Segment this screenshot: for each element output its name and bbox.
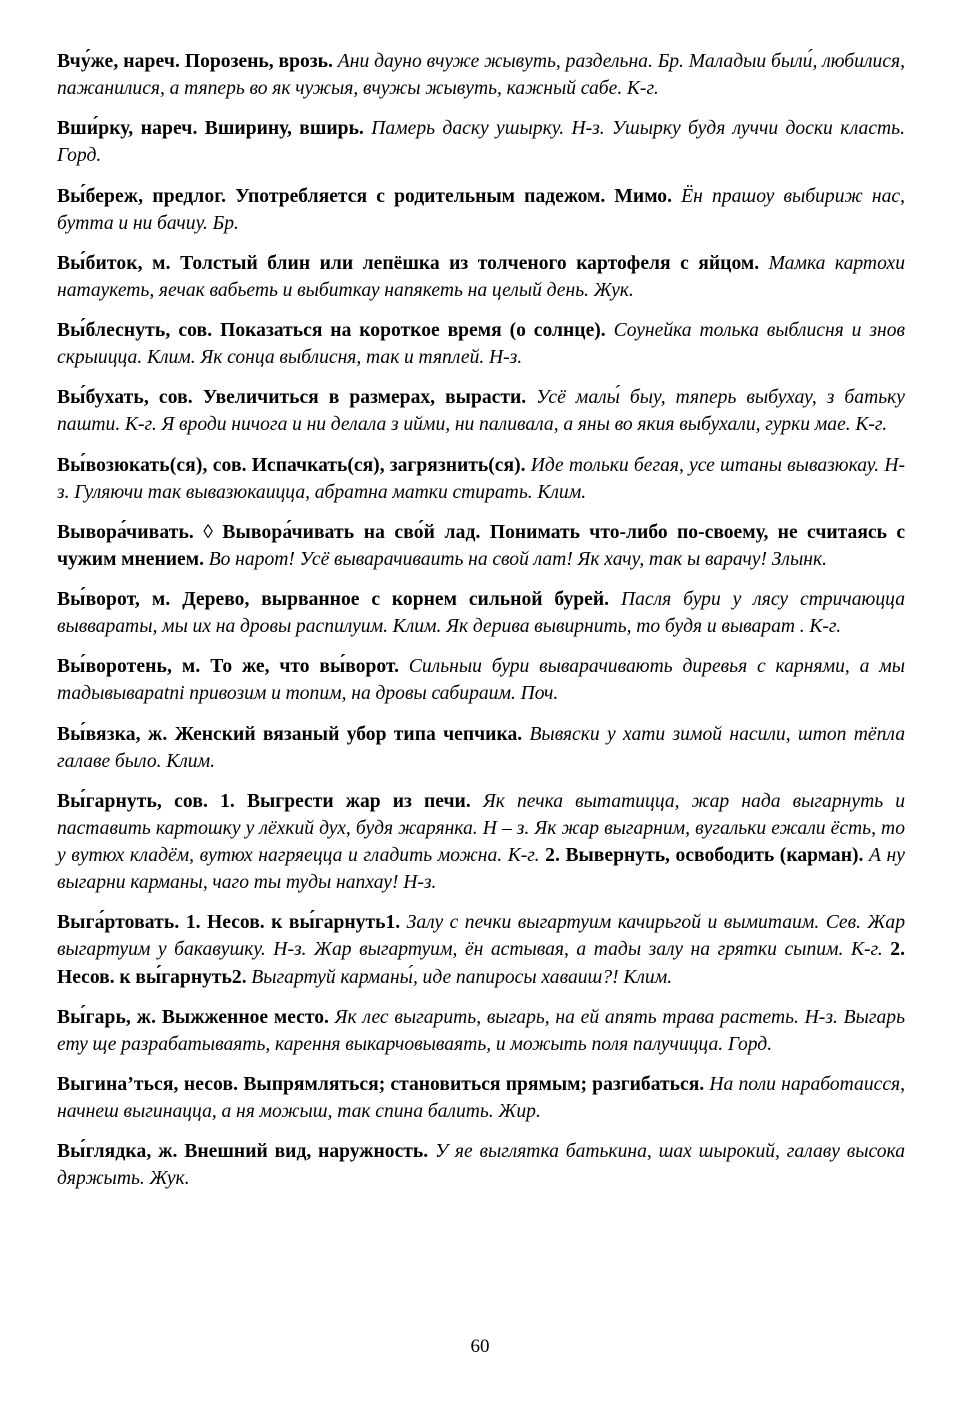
sense-definition: Выгрести жар из печи. <box>246 790 471 812</box>
sense-definition: Вывернуть, освободить (карман). <box>565 845 864 866</box>
entry-definition: Выпрямляться; становиться прямым; разгибаться. <box>243 1073 705 1095</box>
entry-examples: Мамка картохи натаукеть, яечак вабьеть и выбиткау напякеть на целый день. Жук. <box>57 252 905 301</box>
dictionary-entry <box>57 115 905 169</box>
dictionary-entry <box>57 721 905 775</box>
entry-examples: Сильныи бури выварачивають диревья с карнями, а мы тадывыварatni привозим и топим, на дровы сабираим. Поч. <box>57 656 905 705</box>
entry-examples: Вывяски у хати зимой насили, штоп тёпла галаве было. Клим. <box>57 723 905 772</box>
entry-examples: Иде тольки бегая, усе штаны вывазюкау. Н-з. Гуляючи так вывазюкаицца, абратна матки стирать. Клим. <box>57 454 905 503</box>
entry-examples: Ани дауно вчуже жывуть, раздельна. Бр. Маладыи были́, любилися, пажанилися, а тяперь во як чужыя, вчужы жывуть, кажный сабе. К-г. <box>57 51 906 100</box>
dictionary-entry <box>57 317 905 371</box>
entry-definition: Толстый блин или лепёшка из толченого картофеля с яйцом. <box>180 252 760 274</box>
dictionary-entry <box>57 1004 905 1058</box>
dictionary-entry <box>57 48 905 102</box>
dictionary-entry <box>57 183 905 237</box>
entry-headword: Вывора́чивать. <box>57 521 194 543</box>
entry-headword: Вы́биток, м. <box>57 252 171 274</box>
sense-definition: Несов. к вы́гарнуть1. <box>207 912 401 934</box>
entry-examples: У яе выглятка батькина, шах шырокий, галаву высока дяржыть. Жук. <box>57 1141 905 1190</box>
entry-examples: Памерь даску ушырку. Н-з. Ушырку будя луччи доски класть. Горд. <box>57 118 905 167</box>
entry-definition: Порозень, врозь. <box>184 51 333 72</box>
entry-headword: Вчу́же, нареч. <box>57 51 180 72</box>
entry-headword: Вы́вязка, ж. <box>57 723 168 745</box>
dictionary-entry <box>57 250 905 304</box>
entry-headword: Вы́блеснуть, сов. <box>57 320 213 341</box>
sense-definition: Несов. к вы́гарнуть2. <box>57 966 247 988</box>
sense-number: 2. <box>545 845 560 866</box>
entry-definition: Употребляется с родительным падежом. Мимо. <box>235 185 672 207</box>
page-number: 60 <box>470 1336 490 1357</box>
entry-definition: Показаться на короткое время (о солнце). <box>220 320 606 341</box>
entry-examples: Во нарот! Усё выварачиваить на свой лат! Як хачу, так ы варачу! Злынк. <box>208 548 828 570</box>
entry-definition: Выжженное место. <box>161 1006 329 1028</box>
entry-headword: Вы́глядка, ж. <box>57 1141 178 1163</box>
dictionary-entry <box>57 1138 905 1192</box>
entry-definition: Внешний вид, наружность. <box>184 1141 429 1163</box>
entry-examples: Пасля бури у лясу стричаюцца выввараты, мы их на дровы распилуим. Клим. Як дерива вывирнить, то будя и выварат . К-г. <box>57 589 905 638</box>
lozenge-icon: ◊ <box>203 521 213 543</box>
entry-headword: Вы́гарь, ж. <box>57 1006 157 1028</box>
entry-definition: Вширину, вширь. <box>204 118 364 140</box>
entry-definition: Увеличиться в размерах, вырасти. <box>202 387 527 409</box>
dictionary-entry <box>57 1071 905 1125</box>
entry-examples: Ён прашоу выбириж нас, бутта и ни бачиу. Бр. <box>57 185 905 234</box>
sense-number: 1. <box>185 912 201 934</box>
page-text-body <box>57 48 905 1192</box>
entry-headword: Вы́возюкать(ся), сов. <box>57 454 247 476</box>
sense-examples: А ну выгарни карманы, чаго ты туды напхау! Н-з. <box>57 845 905 894</box>
dictionary-entry <box>57 384 905 438</box>
dictionary-entry <box>57 586 905 640</box>
entry-examples: Як лес выгарить, выгарь, на ей апять трава растеть. Н-з. Выгарь ету ще разрабатываять, карення выкарчовываять, и можыть поля палучицца. Горд. <box>57 1006 906 1055</box>
entry-examples: Усё малы́ быу, тяперь выбухау, з батьку пашти. К-г. Я вроди ничога и ни делала з ийми, ни паливала, а яны во якия выбухали, гурки мае. К-г. <box>57 387 905 436</box>
entry-examples: Соунейка толька выблисня и знов скрыицца. Клим. Як сонца выблисня, так и тяплей. Н-з. <box>57 320 906 369</box>
entry-phrase: Вывора́чивать на сво́й лад. <box>222 521 481 543</box>
dictionary-entry <box>57 519 905 573</box>
sense-number: 2. <box>890 939 905 961</box>
sense-examples: Залу с печки выгартуим качирьгой и вымитаим. Сев. Жар выгартуим у бакавушку. Н-з. Жар выгартуим, ён астывая, а тады залу на грятки сыпим. К-г. <box>57 912 906 961</box>
dictionary-entry <box>57 909 905 990</box>
entry-headword: Выгина’ться, несов. <box>57 1073 239 1095</box>
entry-definition: Понимать что-либо по-своему, не считаясь с чужим мнением. <box>57 521 906 570</box>
entry-examples: На поли наработаисся, начнеш выгинацца, а ня можыш, так спина балить. Жир. <box>57 1073 906 1122</box>
sense-examples: Як печка вытатицца, жар нада выгарнуть и паставить картошку у лёхкий дух, будя жарянка. Н – з. Як жар выгарним, вугальки ежали ёсть, то у вутюх кладём, вутюх нагряецца и гладить можна. К-г. <box>57 790 906 866</box>
entry-headword: Вы́воротень, м. <box>57 656 201 678</box>
entry-headword: Вы́береж, предлог. <box>57 185 227 207</box>
entry-headword: Выга́ртовать. <box>57 912 180 934</box>
dictionary-entry <box>57 452 905 506</box>
entry-definition: То же, что вы́ворот. <box>210 656 399 678</box>
entry-headword: Вы́бухать, сов. <box>57 387 193 409</box>
sense-examples: Выгартуй карманы́, иде папиросы хаваиш?! Клим. <box>251 966 673 988</box>
entry-headword: Вы́ворот, м. <box>57 589 171 610</box>
entry-headword: Вы́гарнуть, сов. <box>57 790 209 812</box>
entry-definition: Дерево, вырванное с корнем сильной бурей. <box>182 589 610 610</box>
sense-number: 1. <box>220 790 235 812</box>
dictionary-entry <box>57 788 905 897</box>
entry-definition: Испачкать(ся), загрязнить(ся). <box>251 454 526 476</box>
dictionary-entry <box>57 653 905 707</box>
entry-headword: Вши́рку, нареч. <box>57 118 198 140</box>
entry-definition: Женский вязаный убор типа чепчика. <box>174 723 523 745</box>
